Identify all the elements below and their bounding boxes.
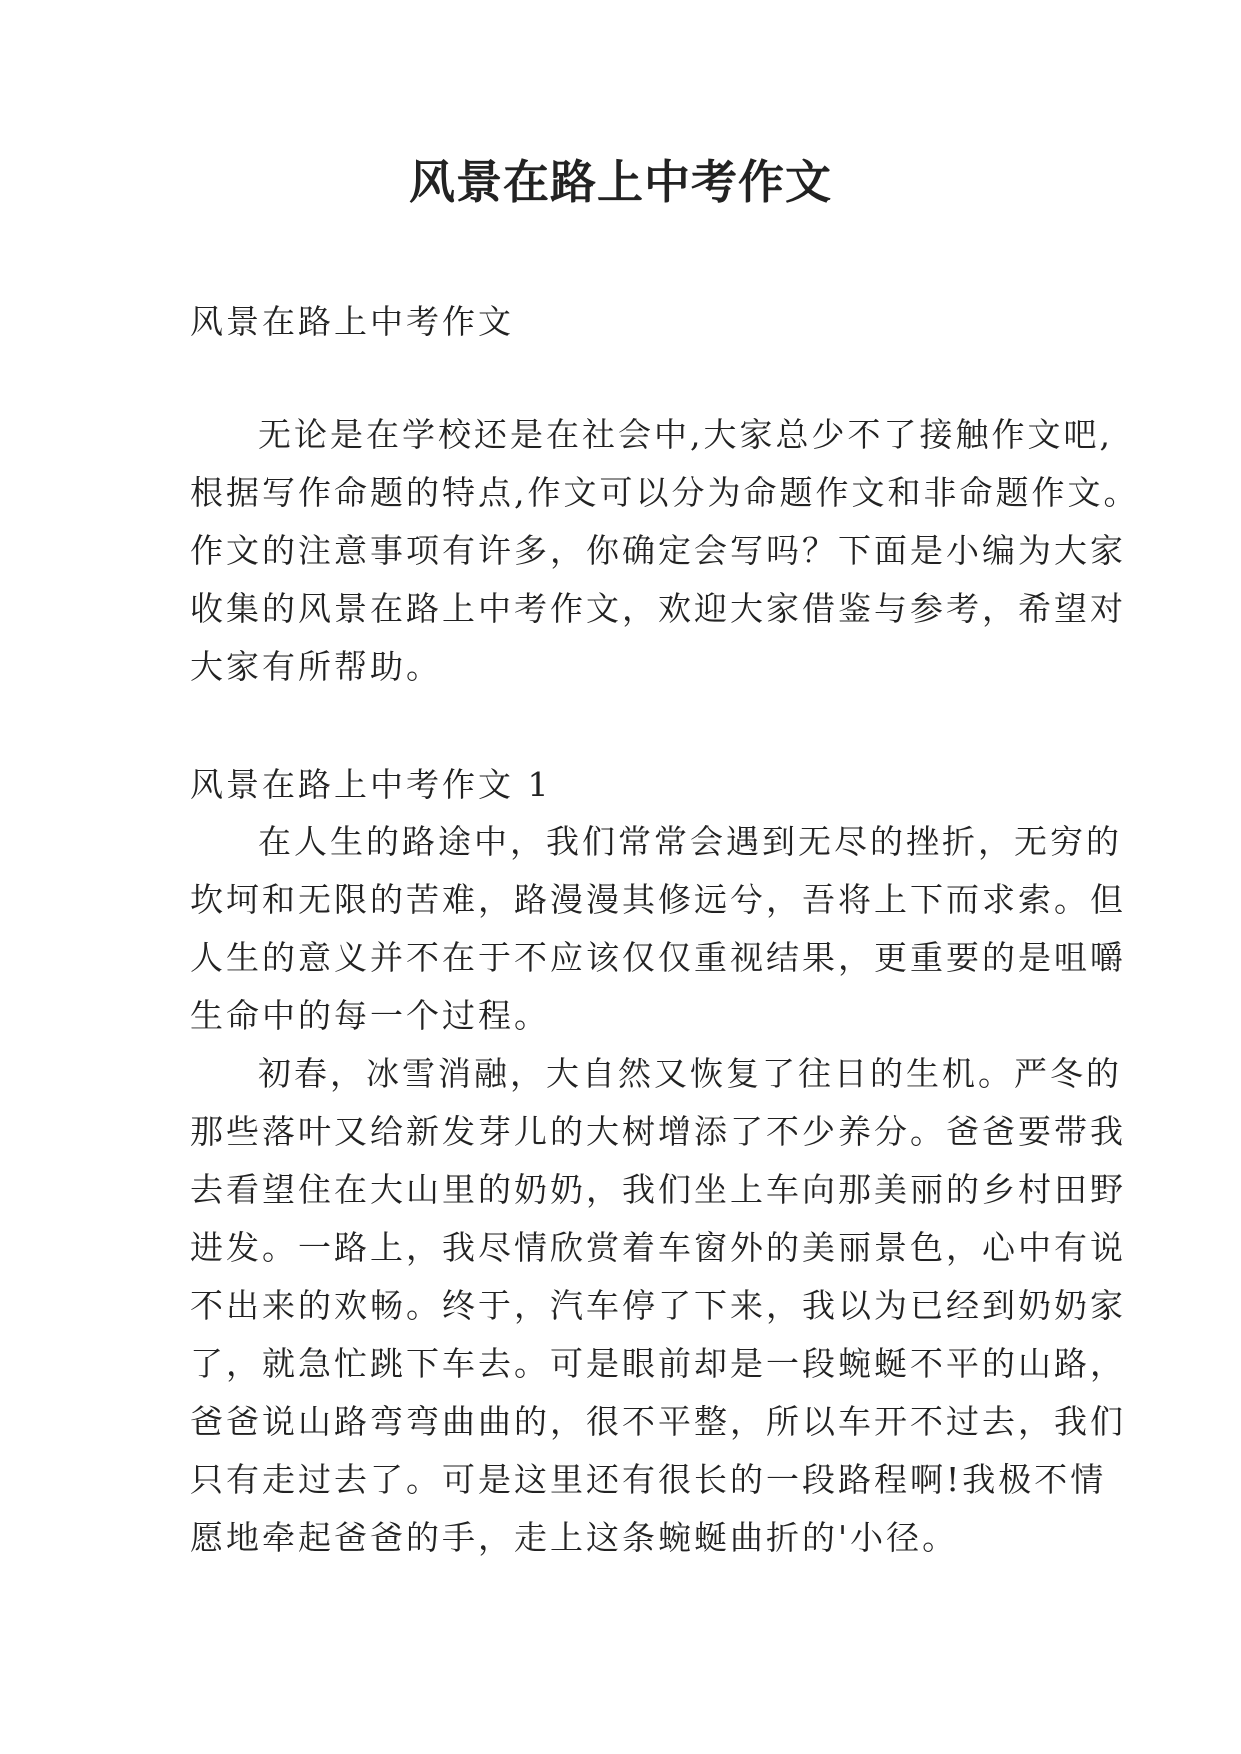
intro-line-1: 无论是在学校还是在社会中,大家总少不了接触作文吧, [258,415,1113,454]
intro-line-4: 收集的风景在路上中考作文，欢迎大家借鉴与参考，希望对 [190,589,1126,628]
paragraph2-line-2: 那些落叶又给新发芽儿的大树增添了不少养分。爸爸要带我 [190,1112,1126,1151]
paragraph2-line-8: 只有走过去了。可是这里还有很长的一段路程啊!我极不情 [190,1460,1107,1499]
paragraph1-line-3: 人生的意义并不在于不应该仅仅重视结果，更重要的是咀嚼 [190,938,1126,977]
paragraph2-line-4: 进发。一路上，我尽情欣赏着车窗外的美丽景色，心中有说 [190,1228,1126,1267]
paragraph1-line-2: 坎坷和无限的苦难，路漫漫其修远兮，吾将上下而求索。但 [190,880,1126,919]
paragraph2-line-5: 不出来的欢畅。终于，汽车停了下来，我以为已经到奶奶家 [190,1286,1126,1325]
intro-line-3: 作文的注意事项有许多，你确定会写吗？下面是小编为大家 [190,531,1126,570]
paragraph2-line-3: 去看望住在大山里的奶奶，我们坐上车向那美丽的乡村田野 [190,1170,1126,1209]
section-heading: 风景在路上中考作文 1 [190,765,552,804]
document-title: 风景在路上中考作文 [409,155,832,209]
intro-line-2: 根据写作命题的特点,作文可以分为命题作文和非命题作文。 [190,473,1140,512]
paragraph2-line-1: 初春，冰雪消融，大自然又恢复了往日的生机。严冬的 [258,1054,1122,1093]
paragraph2-line-7: 爸爸说山路弯弯曲曲的，很不平整，所以车开不过去，我们 [190,1402,1126,1441]
paragraph2-line-9: 愿地牵起爸爸的手，走上这条蜿蜒曲折的'小径。 [190,1518,959,1557]
paragraph2-line-6: 了，就急忙跳下车去。可是眼前却是一段蜿蜒不平的山路， [190,1344,1126,1383]
paragraph1-line-1: 在人生的路途中，我们常常会遇到无尽的挫折，无穷的 [258,822,1122,861]
paragraph1-line-4: 生命中的每一个过程。 [190,996,550,1035]
intro-line-5: 大家有所帮助。 [190,647,442,686]
document-subtitle: 风景在路上中考作文 [190,302,514,341]
